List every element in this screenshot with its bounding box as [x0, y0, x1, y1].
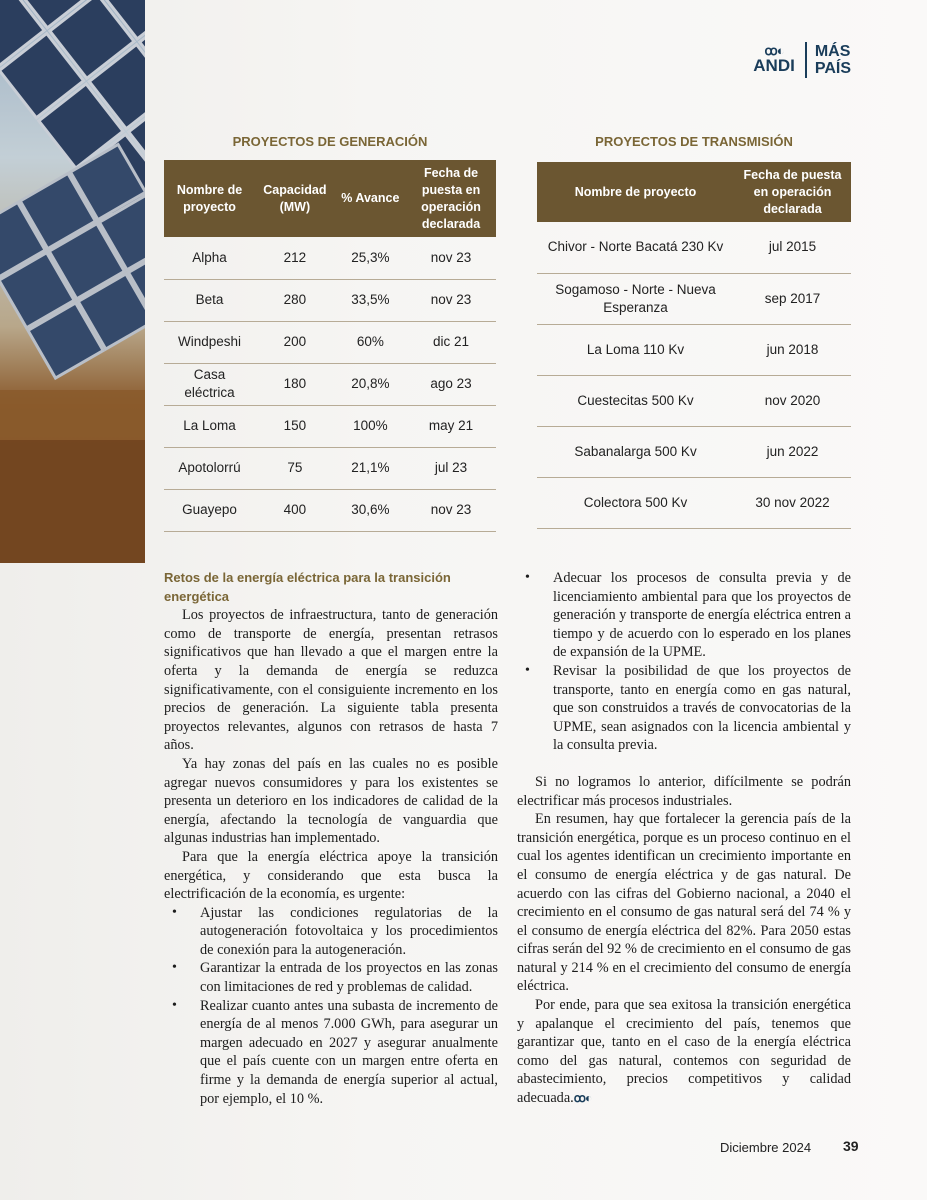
column-header: Nombre de proyecto	[164, 160, 255, 237]
column-header: Nombre de proyecto	[537, 162, 734, 222]
page-number: 39	[843, 1138, 859, 1154]
list-item: • Realizar cuanto antes una subasta de incremento de energía de al menos 7.000 GWh, para asegurar un margen adecuado en 2027 y asegurar anualmente que el país cuente con un margen entre oferta en firme y la demanda de energía superior al actual, por ejemplo, el 10 %.	[164, 997, 498, 1109]
paragraph: En resumen, hay que fortalecer la gerencia país de la transición energética, porque es un proceso continuo en el cual los agentes identifican un crecimiento importante en el consumo de energía eléctrica y de gas natural. De acuerdo con las cifras del Gobierno nacional, a 2040 el crecimiento en el consumo de gas natural será del 74 % y el consumo de energía eléctrica del 82%. Para 2050 estas cifras serán del 92 % de crecimiento en el consumo de gas natural y 214 % en el crecimiento del consumo de energía eléctrica.	[517, 811, 851, 995]
table-row	[164, 279, 496, 321]
table-cell: jun 2022	[734, 426, 851, 477]
table-row	[537, 375, 851, 426]
list-item: • Ajustar las condiciones regulatorias de la autogeneración fotovoltaica y los procedimientos de conexión para la autogeneración.	[164, 904, 498, 960]
logo-divider	[805, 42, 807, 78]
table-cell: Alpha	[164, 237, 255, 279]
article-heading: Retos de la energía eléctrica para la transición energética	[164, 570, 451, 604]
andi-logo: ꝏ◐ ANDI	[753, 43, 795, 75]
footer-date: Diciembre 2024	[720, 1140, 812, 1155]
table-cell: La Loma 110 Kv	[537, 324, 734, 375]
table-cell: 20,8%	[335, 363, 406, 405]
solar-panel-photo	[0, 0, 145, 563]
table-cell: Windpeshi	[164, 321, 255, 363]
table-cell: Chivor - Norte Bacatá 230 Kv	[537, 222, 734, 273]
bullet-list	[517, 569, 851, 755]
paragraph: Los proyectos de infraestructura, tanto de generación como de transporte de energía, presentan retrasos significativos que han llevado a que el margen entre la oferta y la demanda de energía se reduzca significativamente, con el consiguiente incremento en los precios de generación. La siguiente tabla presenta proyectos relevantes, algunos con retrasos de hasta 7 años.	[164, 607, 498, 754]
table-cell: sep 2017	[734, 273, 851, 324]
paragraph: Ya hay zonas del país en las cuales no es posible agregar nuevos consumidores y para los existentes se presenta un deterioro en los indicadores de calidad de la energía, afectando la tecnología de vanguardia que algunas industrias han implementado.	[164, 755, 498, 847]
table-cell: nov 2020	[734, 375, 851, 426]
table-cell: La Loma	[164, 405, 255, 447]
table-cell: jun 2018	[734, 324, 851, 375]
table-cell: nov 23	[406, 237, 496, 279]
article-left-column	[164, 569, 498, 1108]
table-row	[164, 237, 496, 279]
table-cell: Colectora 500 Kv	[537, 477, 734, 528]
table-row	[164, 447, 496, 489]
table-cell: 200	[255, 321, 335, 363]
table-cell: 100%	[335, 405, 406, 447]
table-cell: 150	[255, 405, 335, 447]
transmission-table-title: PROYECTOS DE TRANSMISIÓN	[595, 134, 793, 149]
table-cell: 180	[255, 363, 335, 405]
andi-mark-icon: ꝏ◐	[764, 43, 784, 58]
table-row	[164, 489, 496, 531]
paragraph	[517, 996, 851, 1108]
table-cell: dic 21	[406, 321, 496, 363]
transmission-table	[537, 162, 851, 529]
column-header: Fecha de puesta en operación declarada	[406, 160, 496, 237]
table-cell: Beta	[164, 279, 255, 321]
list-item: • Garantizar la entrada de los proyectos en las zonas con limitaciones de red y problemas de calidad.	[164, 959, 498, 996]
table-cell: may 21	[406, 405, 496, 447]
table-row	[164, 405, 496, 447]
transmission-table-header	[537, 162, 851, 222]
table-row	[537, 324, 851, 375]
article-right-column	[517, 569, 851, 1108]
table-row	[537, 222, 851, 273]
table-cell: jul 23	[406, 447, 496, 489]
table-row	[537, 273, 851, 324]
closing-paragraph-text: Por ende, para que sea exitosa la transición energética y apalanque el crecimiento del país, tenemos que garantizar que, tanto en el caso de la energía eléctrica como del gas natural, contemos con seguridad de abastecimiento, precios competitivos y calidad adecuada.	[517, 997, 851, 1107]
generation-table	[164, 160, 496, 532]
paragraph: Para que la energía eléctrica apoye la transición energética, y considerando que esta busca la electrificación de la economía, es urgente:	[164, 848, 498, 903]
table-cell: nov 23	[406, 489, 496, 531]
table-cell: Guayepo	[164, 489, 255, 531]
table-cell: Apotolorrú	[164, 447, 255, 489]
mas-pais-logo: MÁS PAÍS	[814, 43, 851, 77]
table-cell: 25,3%	[335, 237, 406, 279]
paragraph: Si no logramos lo anterior, difícilmente se podrán electrificar más procesos industriales.	[517, 773, 851, 809]
table-cell: Sabanalarga 500 Kv	[537, 426, 734, 477]
generation-table-header	[164, 160, 496, 237]
table-cell: 60%	[335, 321, 406, 363]
table-cell: Sogamoso - Norte - Nueva Esperanza	[537, 273, 734, 324]
table-cell: Cuestecitas 500 Kv	[537, 375, 734, 426]
column-header: Capacidad (MW)	[255, 160, 335, 237]
table-row	[537, 426, 851, 477]
table-cell: 21,1%	[335, 447, 406, 489]
table-cell: 30,6%	[335, 489, 406, 531]
bullet-list	[164, 904, 498, 1109]
table-cell: 75	[255, 447, 335, 489]
andi-end-mark-icon: ꝏ◐	[573, 1091, 592, 1106]
table-cell: Casa eléctrica	[164, 363, 255, 405]
table-cell: 30 nov 2022	[734, 477, 851, 528]
table-row	[164, 363, 496, 405]
list-item: • Revisar la posibilidad de que los proyectos de transporte, tanto en energía como en gas natural, que son construidos a través de convocatorias de la UPME, sean asignados con la licencia ambiental y la consulta previa.	[517, 662, 851, 755]
table-cell: 212	[255, 237, 335, 279]
table-cell: 280	[255, 279, 335, 321]
table-cell: ago 23	[406, 363, 496, 405]
table-cell: 33,5%	[335, 279, 406, 321]
list-item: • Adecuar los procesos de consulta previa y de licenciamiento ambiental para que los proyectos de generación y transporte de energía eléctrica entren a tiempo y de acuerdo con lo esperado en los planes de expansión de la UPME.	[517, 569, 851, 662]
table-cell: 400	[255, 489, 335, 531]
table-cell: jul 2015	[734, 222, 851, 273]
column-header: Fecha de puesta en operación declarada	[734, 162, 851, 222]
header-logo	[753, 40, 851, 80]
table-row	[537, 477, 851, 528]
table-row	[164, 321, 496, 363]
column-header: % Avance	[335, 160, 406, 237]
table-cell: nov 23	[406, 279, 496, 321]
generation-table-title: PROYECTOS DE GENERACIÓN	[232, 134, 428, 149]
